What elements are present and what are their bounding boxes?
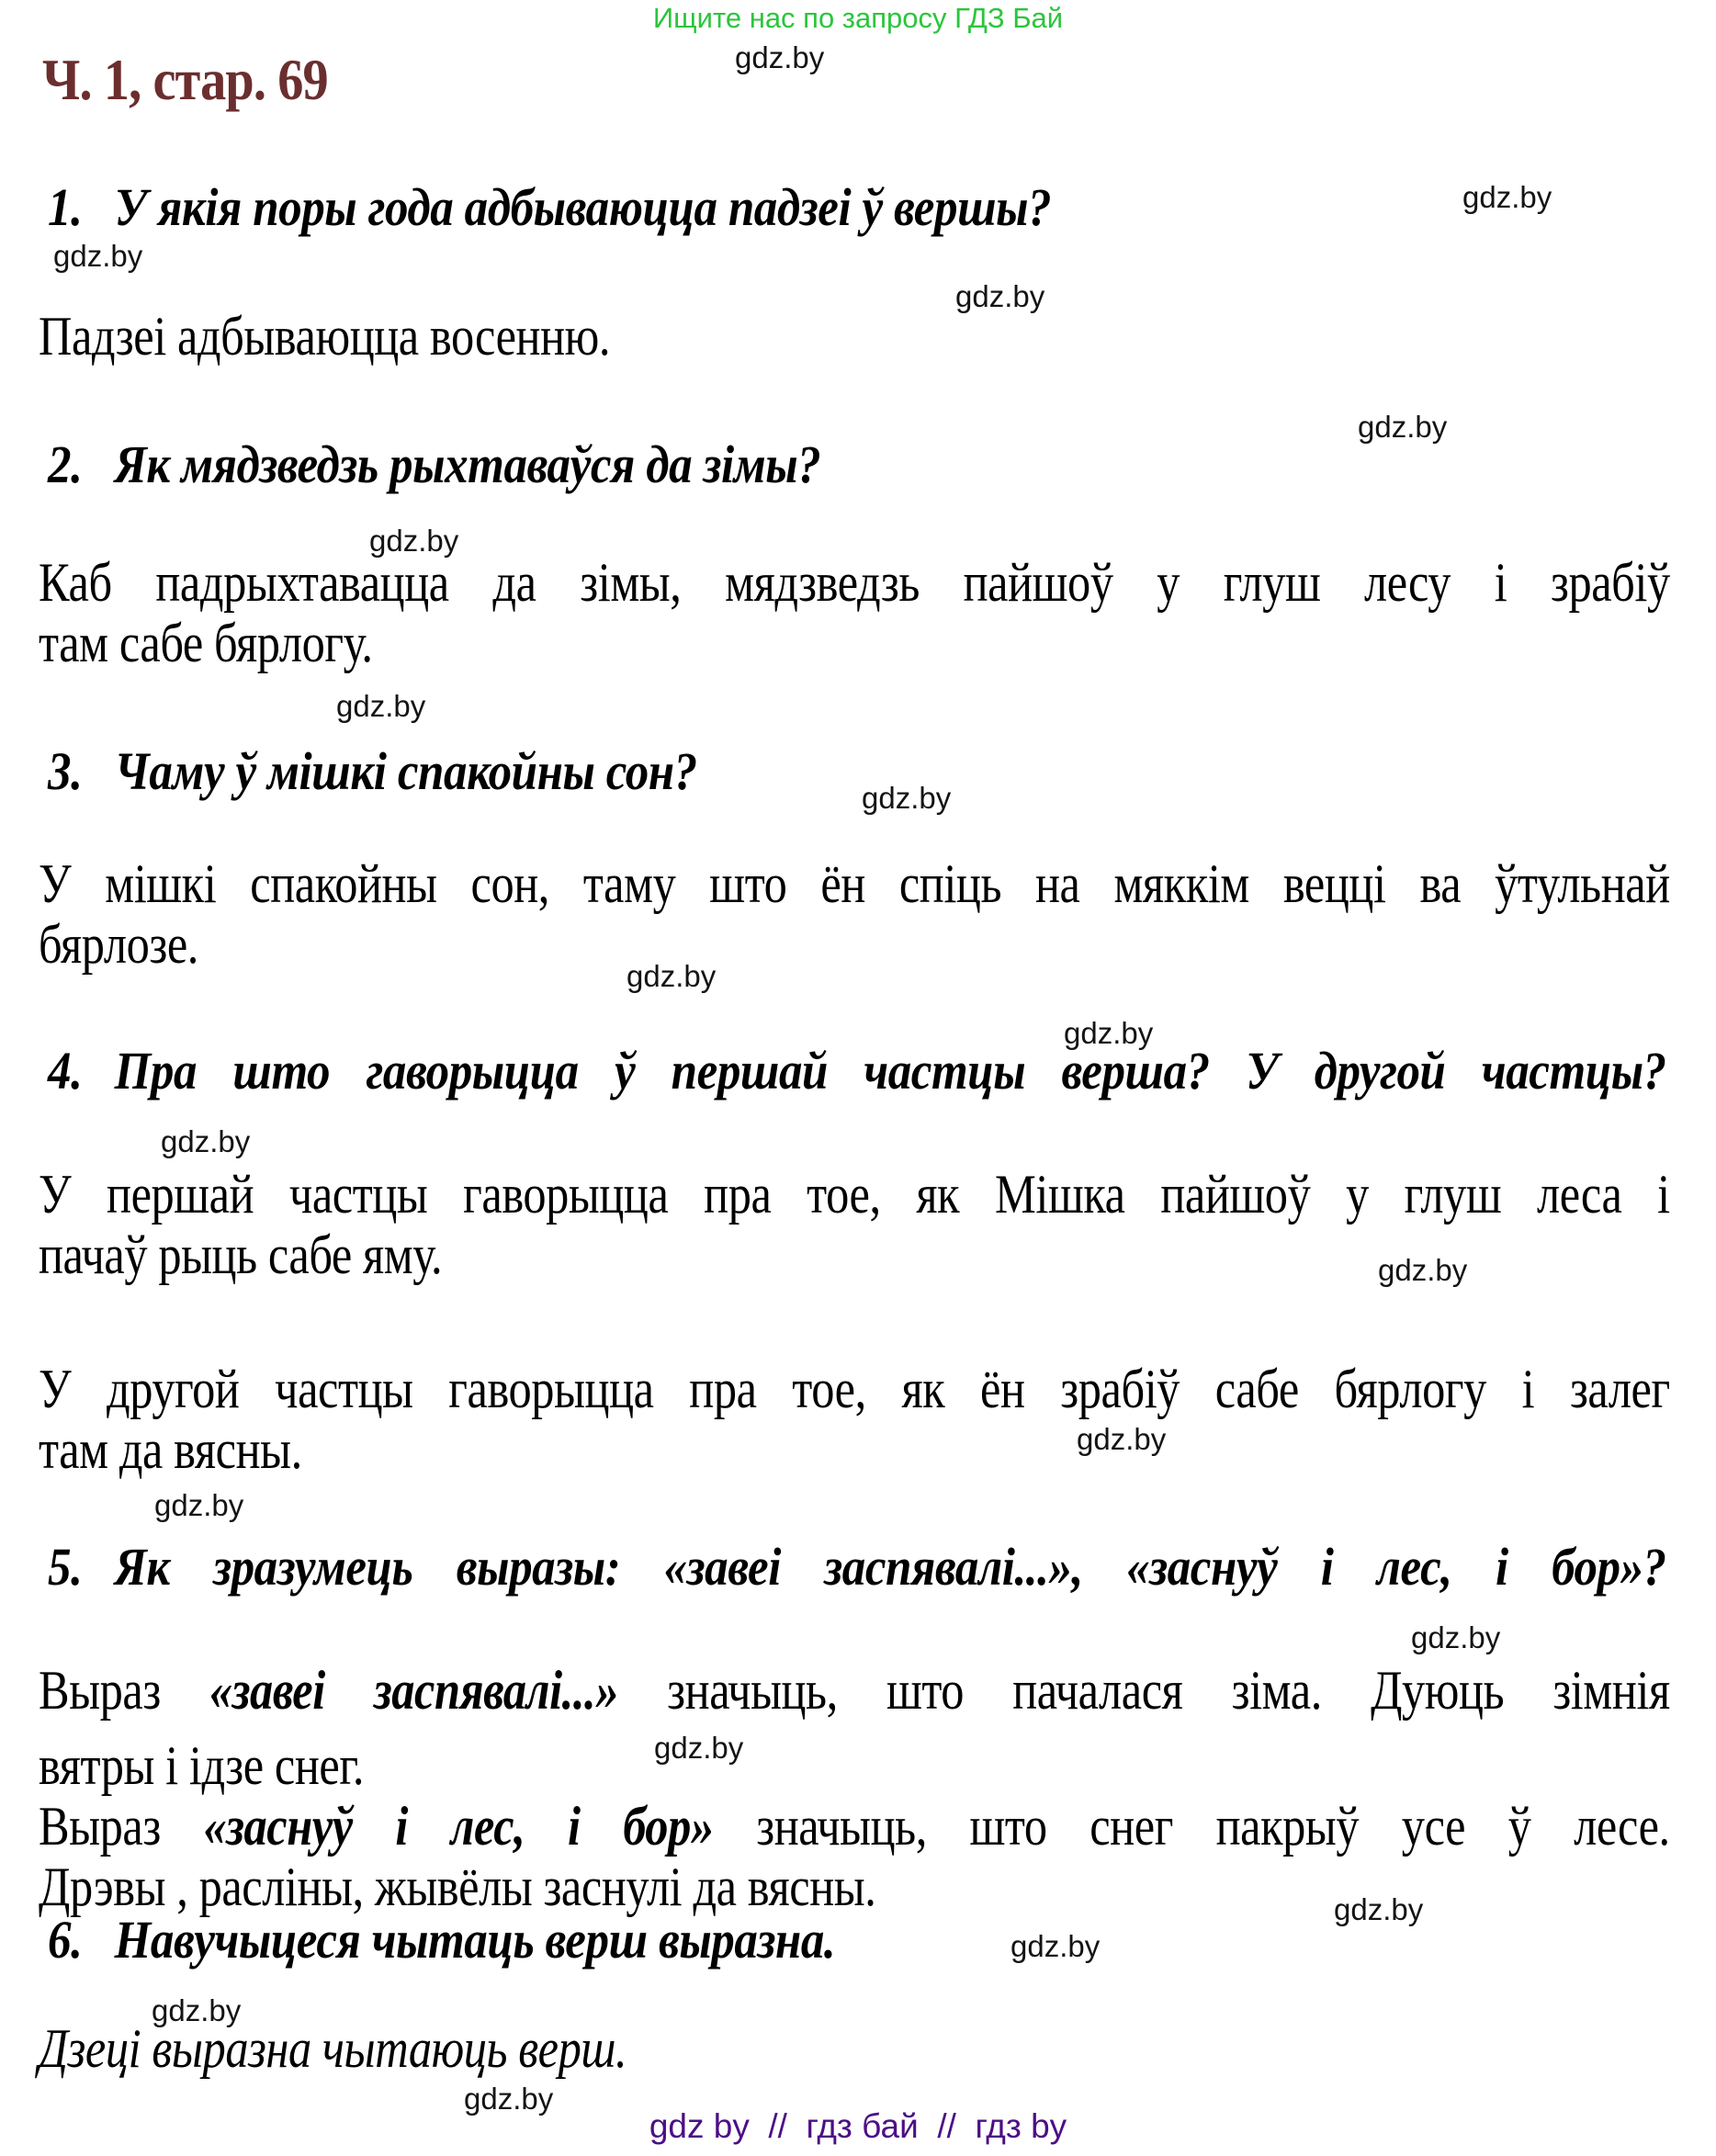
page-heading: Ч. 1, стар. 69 [42,47,328,112]
answer-2-line-1: Каб падрыхтавацца да зімы, мядзведзь пайшоў у глуш лесу і зрабіў [39,552,1670,613]
watermark: gdz.by [862,781,952,815]
question-5 [48,1536,1666,1597]
answer-5-part-1-suffix: значыць, што пачалася зіма. Дуюць зімнія [618,1660,1670,1721]
question-3-text: Чаму ў мішкі спакойны сон? [114,741,697,801]
watermark: gdz.by [1462,180,1552,214]
answer-4-part-1-line-2: пачаў рыць сабе яму. [39,1225,443,1285]
watermark: gdz.by [152,1993,242,2027]
question-3 [48,740,697,802]
question-6-text: Навучыцеся чытаць верш выразна. [114,1910,836,1970]
watermark: gdz.by [627,959,717,993]
watermark: gdz.by [1010,1929,1101,1963]
question-1-number: 1. [48,177,83,237]
question-4-number: 4. [48,1041,83,1101]
answer-5-part-2-prefix: Выраз [39,1796,204,1857]
watermark: gdz.by [154,1488,244,1522]
answer-3-line-1: У мішкі спакойны сон, таму што ён спіць на мяккім вецці ва ўтульнай [39,853,1670,914]
answer-5-part-2-line-2: Дрэвы , расліны, жывёлы заснулі да вясны. [39,1857,876,1917]
watermark: gdz.by [1411,1620,1501,1654]
watermark: gdz.by [53,239,143,273]
answer-4-part-2-line-2: там да вясны. [39,1419,302,1480]
watermark: gdz.by [1358,410,1448,444]
question-2-number: 2. [48,435,83,494]
answer-5-part-1-line-2: вятры і ідзе снег. [39,1735,365,1796]
answer-5-part-2-suffix: значыць, што снег пакрыў усе ў лесе. [713,1796,1670,1857]
watermark: gdz.by [464,2082,554,2116]
watermark: gdz.by [1077,1422,1167,1456]
promo-banner: Ищите нас по запросу ГДЗ Бай [652,2,1064,34]
question-3-number: 3. [48,741,83,801]
watermark: gdz.by [735,40,825,74]
answer-2-line-2: там сабе бярлогу. [39,613,373,673]
question-5-number: 5. [48,1537,83,1597]
question-1 [48,176,1051,238]
question-4 [48,1040,1666,1101]
watermark: gdz.by [161,1124,251,1158]
answer-4-part-2-line-1: У другой частцы гаворыцца пра тое, як ён зрабіў сабе бярлогу і залег [39,1359,1670,1419]
question-1-text: У якія поры года адбываюцца падзеі ў вершы? [114,177,1052,237]
question-5-text: Як зразумець выразы: «завеі заспявалі...», «заснуў і лес, і бор»? [114,1537,1666,1597]
watermark: gdz.by [955,279,1045,313]
watermark: gdz.by [1334,1892,1424,1926]
question-6-number: 6. [48,1910,83,1970]
answer-4-part-1-line-1: У першай частцы гаворыцца пра тое, як Мішка пайшоў у глуш леса і [39,1164,1670,1225]
answer-5-part-2-quote: «заснуў і лес, і бор» [203,1796,714,1857]
watermark: gdz.by [654,1731,744,1765]
watermark: gdz.by [1378,1253,1468,1287]
answer-5-part-2-line-1 [39,1795,1670,1858]
watermark: gdz.by [1064,1016,1154,1050]
answer-5-part-1-line-1 [39,1659,1670,1722]
answer-5-part-1-prefix: Выраз [39,1660,210,1721]
question-6 [48,1909,835,1970]
watermark: gdz.by [369,524,459,558]
answer-3-line-2: бярлозе. [39,914,198,975]
answer-5-part-1-quote: «завеі заспявалі...» [209,1660,619,1721]
question-2-text: Як мядзведзь рыхтаваўся да зімы? [114,435,821,494]
question-4-text: Пра што гаворыцца ў першай частцы верша? У другой частцы? [114,1041,1666,1101]
question-2 [48,434,820,495]
answer-6-line-1: Дзеці выразна чытаюць верш. [39,2018,627,2079]
answer-1-line-1: Падзеі адбываюцца восенню. [39,306,611,367]
footer-links: gdz by // гдз бай // гдз by [649,2107,1067,2145]
watermark: gdz.by [336,689,426,723]
